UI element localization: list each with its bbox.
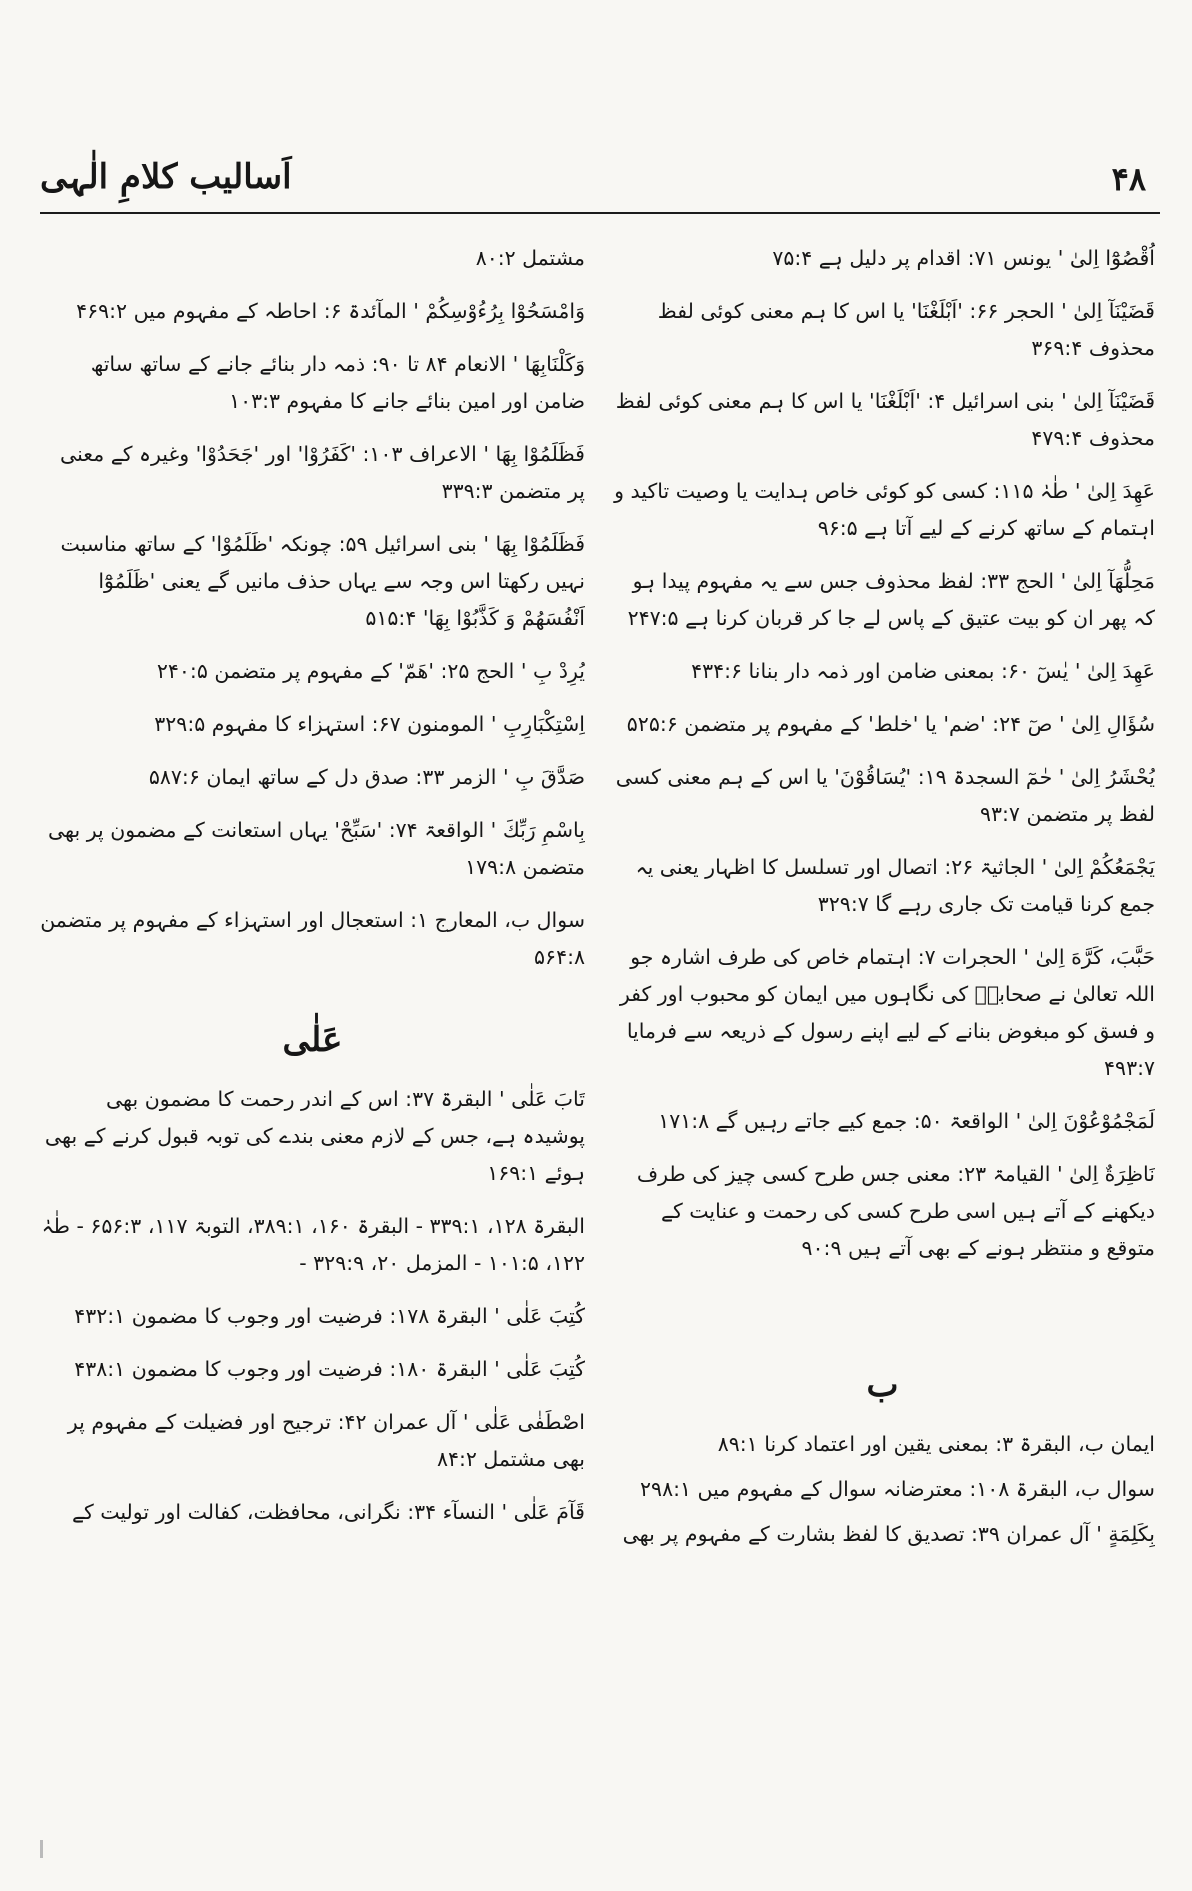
index-entry: صَدَّقَ بِ ' الزمر ۳۳: صدق دل کے ساتھ ایمان ۵۸۷:۶ — [148, 765, 585, 789]
left-column — [40, 240, 585, 1840]
index-entry: سوال ب، البقرۃ ۱۰۸: معترضانہ سوال کے مفہوم میں ۲۹۸:۱ — [640, 1477, 1155, 1501]
index-entry: كُتِبَ عَلٰی ' البقرۃ ۱۷۸: فرضیت اور وجوب کا مضمون ۴۳۲:۱ — [74, 1304, 585, 1328]
right-column — [610, 240, 1155, 1840]
index-entry: فَظَلَمُوْا بِهَا ' بنی اسرائیل ۵۹: چونکہ 'ظَلَمُوْا' کے ساتھ مناسبت نہیں رکھتا اس وجہ سے یہاں حذف مانیں گے یعنی 'ظَلَمُوْٓا اَنْفُسَهُمْ وَ كَذَّبُوْا بِهَا' ۵۱۵:۴ — [60, 532, 585, 630]
index-entry: یُحْشَرُ اِلیٰ ' حٰمٓ السجدۃ ۱۹: 'یُسَاقُوْنَ' یا اس کے ہم معنی کسی لفظ پر متضمن ۹۳:۷ — [615, 765, 1155, 826]
index-entry: سُؤَالِ اِلیٰ ' صٓ ۲۴: 'ضم' یا 'خلط' کے مفہوم پر متضمن ۵۲۵:۶ — [626, 712, 1155, 736]
index-entry: اُقْصُوْٓا اِلیٰ ' یونس ۷۱: اقدام پر دلیل ہے ۷۵:۴ — [772, 246, 1155, 270]
index-entry: فَظَلَمُوْا بِهَا ' الاعراف ۱۰۳: 'كَفَرُوْا' اور 'جَحَدُوْا' وغیرہ کے معنی پر متضمن ۳۳۹:۳ — [60, 442, 585, 503]
index-entry: اصْطَفٰی عَلٰی ' آل عمران ۴۲: ترجیح اور فضیلت کے مفہوم پر بھی مشتمل ۸۴:۲ — [67, 1410, 585, 1471]
index-entry: قَضَیْنَآ اِلیٰ ' الحجر ۶۶: 'اَبْلَغْنَا' یا اس کا ہم معنی کوئی لفظ محذوف ۳۶۹:۴ — [657, 299, 1155, 360]
index-entry: بِكَلِمَةٍ ' آل عمران ۳۹: تصدیق کا لفظ بشارت کے مفہوم پر بھی — [622, 1522, 1155, 1546]
book-title: اَسالیب کلامِ الٰہی — [40, 157, 292, 197]
index-entry: سوال ب، المعارج ۱: استعجال اور استہزاء کے مفہوم پر متضمن ۵۶۴:۸ — [40, 908, 585, 969]
index-entry: لَمَجْمُوْعُوْنَ اِلیٰ ' الواقعۃ ۵۰: جمع کیے جاتے رہیں گے ۱۷۱:۸ — [658, 1109, 1155, 1133]
index-entry: قَآمَ عَلٰی ' النسآء ۳۴: نگرانی، محافظت، کفالت اور تولیت کے — [71, 1500, 585, 1524]
index-entry: عَهِدَ اِلیٰ ' یٰسٓ ۶۰: بمعنی ضامن اور ذمہ دار بنانا ۴۳۴:۶ — [691, 659, 1155, 683]
index-entry: كُتِبَ عَلٰی ' البقرۃ ۱۸۰: فرضیت اور وجوب کا مضمون ۴۳۸:۱ — [74, 1357, 585, 1381]
page-number: ۴۸ — [1111, 160, 1146, 198]
section-heading-ba: ب — [866, 1365, 899, 1405]
index-entry: بِاسْمِ رَبِّكَ ' الواقعۃ ۷۴: 'سَبِّحْ' یہاں استعانت کے مضمون پر بھی متضمن ۱۷۹:۸ — [47, 818, 585, 879]
margin-mark — [40, 1840, 43, 1858]
index-entry: یَجْمَعُكُمْ اِلیٰ ' الجاثیۃ ۲۶: اتصال اور تسلسل کا اظہار یعنی یہ جمع کرنا قیامت تک جاری رہے گا ۳۲۹:۷ — [635, 855, 1155, 916]
index-entry: مَحِلُّهَآ اِلیٰ ' الحج ۳۳: لفظ محذوف جس سے یہ مفہوم پیدا ہو کہ پھر ان کو بیت عتیق کے پاس لے جا کر قربان کرنا ہے ۲۴۷:۵ — [627, 569, 1155, 630]
section-heading-ala: عَلٰی — [282, 1020, 343, 1060]
index-entry: حَبَّبَ، كَرَّهَ اِلیٰ ' الحجرات ۷: اہتمام خاص کی طرف اشارہ جو اللہ تعالیٰ نے صحابہؓ کی نگاہوں میں ایمان کو محبوب اور کفر و فسق کو مبغوض بنانے کے لیے اپنے رسول کے ذریعہ سے فرمایا ۴۹۳:۷ — [619, 945, 1155, 1080]
index-entry: نَاظِرَةٌ اِلیٰ ' القیامۃ ۲۳: معنی جس طرح کسی چیز کی طرف دیکھنے کے آتے ہیں اسی طرح کسی کی رحمت و عنایت کے متوقع و منتظر ہونے کے بھی آتے ہیں ۹۰:۹ — [636, 1162, 1155, 1260]
index-entry: اِسْتِكْبَارِبِ ' المومنون ۶۷: استہزاء کا مفہوم ۳۲۹:۵ — [154, 712, 585, 736]
index-entry: وَامْسَحُوْا بِرُءُوْسِكُمْ ' المآئدۃ ۶: احاطہ کے مفہوم میں ۴۶۹:۲ — [76, 299, 585, 323]
index-entry: ایمان ب، البقرۃ ۳: بمعنی یقین اور اعتماد کرنا ۸۹:۱ — [717, 1432, 1155, 1456]
index-entry: البقرۃ ۱۲۸، ۳۳۹:۱ - البقرۃ ۱۶۰، ۳۸۹:۱، التوبۃ ۱۱۷، ۶۵۶:۳ - طٰہٰ ۱۲۲، ۱۰۱:۵ - المزمل ۲۰، ۳۲۹:۹ - — [41, 1214, 585, 1275]
index-entry: تَابَ عَلٰی ' البقرۃ ۳۷: اس کے اندر رحمت کا مضمون بھی پوشیدہ ہے، جس کے لازم معنی بندے کی توبہ قبول کرنے کے بھی ہوئے ۱۶۹:۱ — [44, 1087, 585, 1185]
page-header — [40, 138, 1160, 214]
index-entry: وَكَلْنَابِهَا ' الانعام ۸۴ تا ۹۰: ذمہ دار بنائے جانے کے ساتھ ساتھ ضامن اور امین بنائے جانے کا مفہوم ۱۰۳:۳ — [90, 352, 585, 413]
index-entry: مشتمل ۸۰:۲ — [475, 246, 585, 270]
index-entry: عَهِدَ اِلیٰ ' طٰہٰ ۱۱۵: کسی کو کوئی خاص ہدایت یا وصیت تاکید و اہتمام کے ساتھ کرنے کے لیے آتا ہے ۹۶:۵ — [614, 479, 1155, 540]
index-entry: قَضَیْنَآ اِلیٰ ' بنی اسرائیل ۴: 'اَبْلَغْنَا' یا اس کا ہم معنی کوئی لفظ محذوف ۴۷۹:۴ — [615, 389, 1155, 450]
index-entry: یُرِدْ بِ ' الحج ۲۵: 'هَمّ' کے مفہوم پر متضمن ۲۴۰:۵ — [156, 659, 585, 683]
